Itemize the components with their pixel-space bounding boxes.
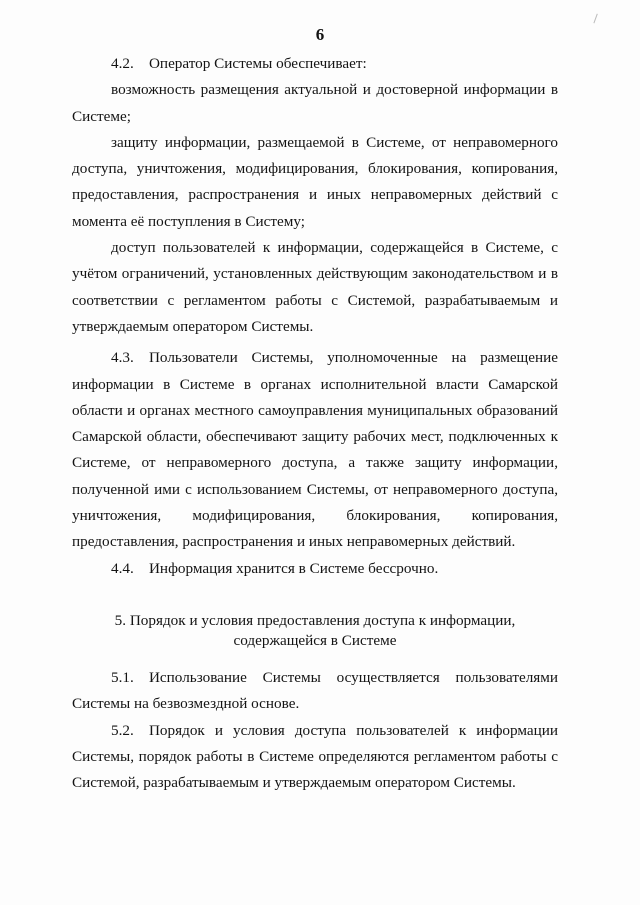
clause-4-2-item-3: доступ пользователей к информации, содержащейся в Системе, с учётом ограничений, установленных действующим законодательством и в соответствии с регламентом работы с Системой, разрабатываемым и утверждаемым оператором Системы. (72, 239, 558, 335)
document-body (72, 51, 558, 796)
clause-4-2: 4.2. Оператор Системы обеспечивает: (111, 55, 367, 72)
clause-4-2-item-2: защиту информации, размещаемой в Системе, от неправомерного доступа, уничтожения, модифицирования, блокирования, копирования, предоставления, распространения и иных неправомерных действий с момента её поступления в Систему; (72, 133, 558, 230)
scan-mark (593, 14, 600, 25)
section-5-heading-line-1: 5. Порядок и условия предоставления доступа к информации, (114, 611, 516, 629)
clause-4-3: 4.3. Пользователи Системы, уполномоченные на размещение информации в Системе в органах исполнительной власти Самарской области и органах местного самоуправления муниципальных образований Самарской области, обеспечивают защиту рабочих мест, подключенных к Системе, от неправомерного доступа, а также защиту информации, полученной ими с использованием Системы, от неправомерного доступа, уничтожения, модифицирования, блокирования, копирования, предоставления, распространения и иных неправомерных действий. (72, 349, 558, 551)
clause-4-4: 4.4. Информация хранится в Системе бессрочно. (111, 559, 439, 577)
page-number: 6 (315, 25, 325, 44)
clause-5-1: 5.1. Использование Системы осуществляется пользователями Системы на безвозмездной основе. (72, 668, 558, 713)
section-5-heading-line-2: содержащейся в Системе (233, 631, 397, 649)
clause-4-2-item-1: возможность размещения актуальной и достоверной информации в Системе; (72, 81, 558, 125)
section-5-heading (72, 611, 558, 651)
clause-5-2: 5.2. Порядок и условия доступа пользователей к информации Системы, порядок работы в Системе определяются регламентом работы с Системой, разрабатываемым и утверждаемым оператором Системы. (72, 721, 558, 792)
